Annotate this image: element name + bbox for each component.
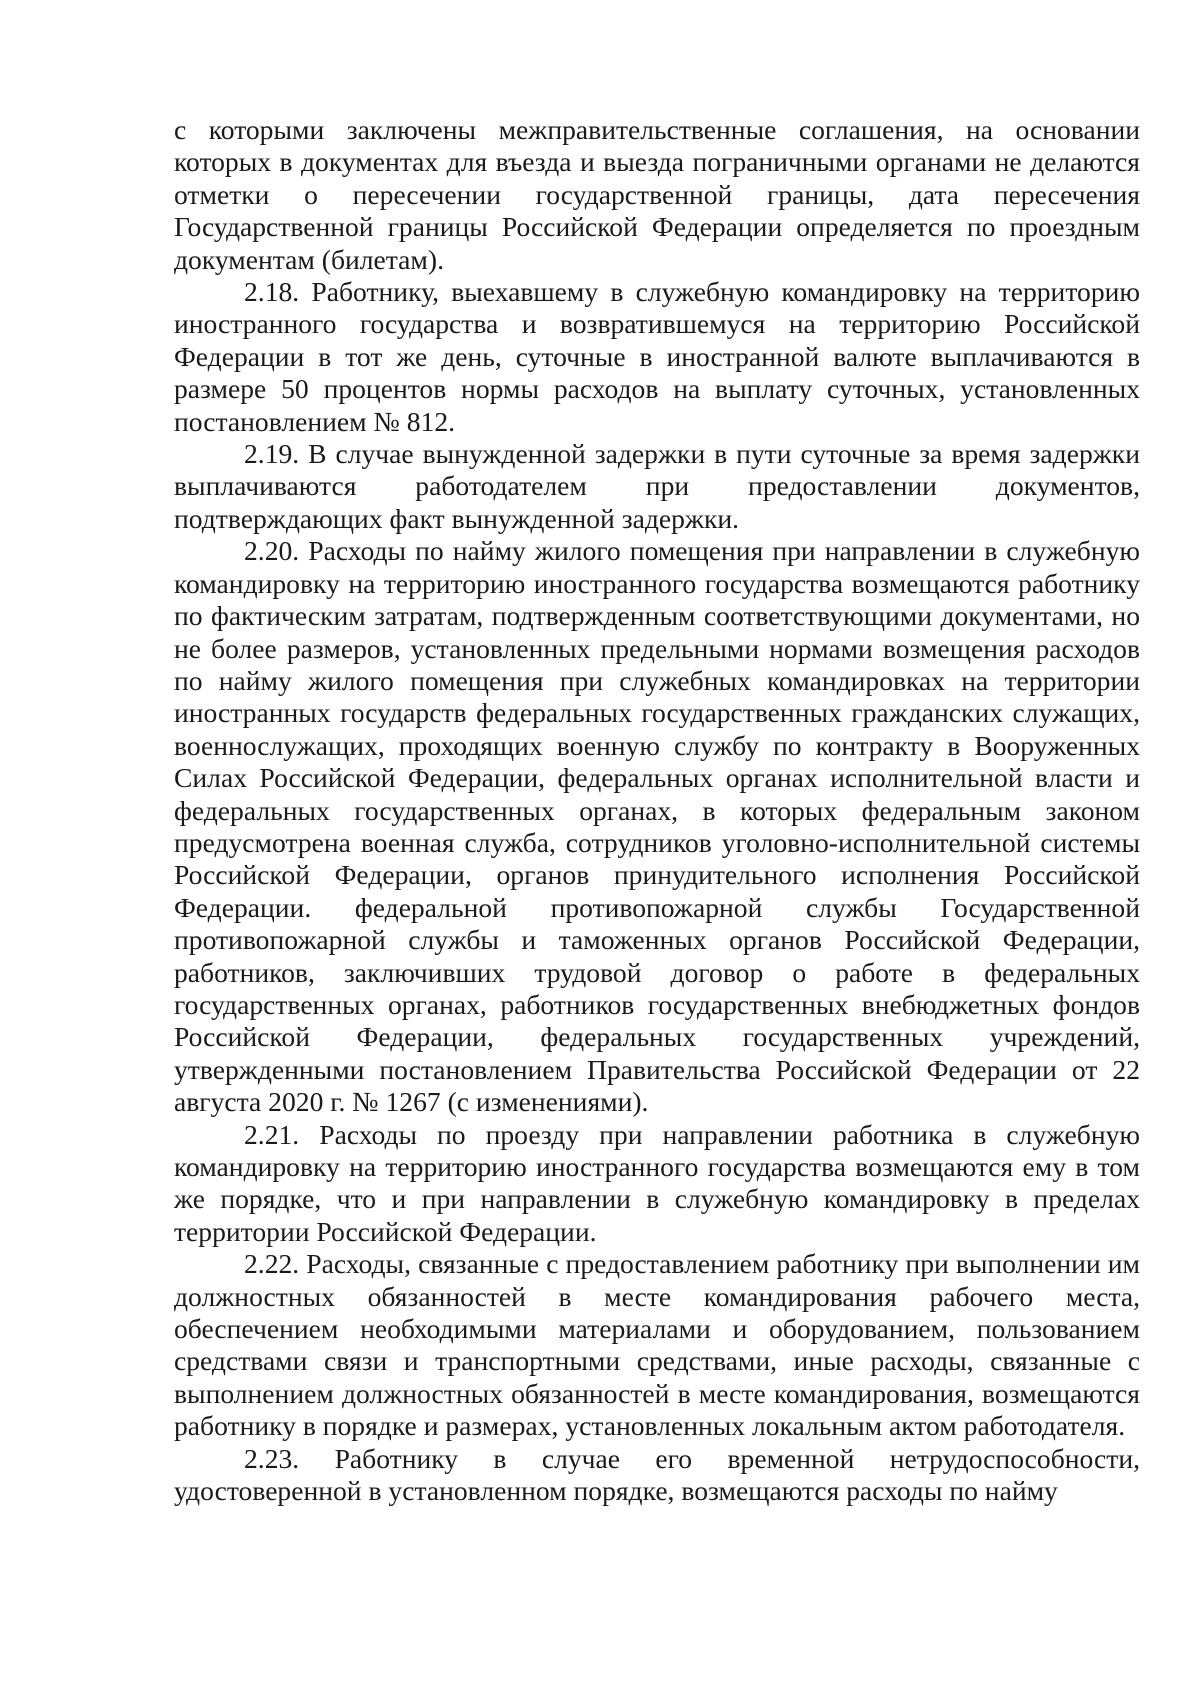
paragraph-text: В случае вынужденной задержки в пути суточные за время задержки выплачиваются работодателем при предоставлении документов, подтверждающих факт вынужденной задержки. — [174, 438, 1140, 534]
paragraph-number: 2.22. — [244, 1248, 300, 1280]
paragraph-text: Работнику в случае его временной нетрудоспособности, удостоверенной в установленном порядке, возмещаются расходы по найму — [174, 1442, 1140, 1507]
paragraph-continuation — [174, 114, 1140, 276]
paragraph-number: 2.21. — [244, 1118, 300, 1150]
paragraph-2-23 — [174, 1443, 1140, 1508]
paragraph-text: с которыми заключены межправительственные соглашения, на основании которых в документах для въезда и выезда пограничными органами не делаются отметки о пересечении государственной границы, дата пересечения Государственной границы Российской Федерации определяется по проездным документам (билетам). — [174, 114, 1140, 275]
paragraph-number: 2.18. — [244, 276, 300, 308]
paragraph-number: 2.20. — [244, 535, 300, 567]
paragraph-2-22 — [174, 1248, 1140, 1442]
paragraph-number: 2.19. — [244, 438, 300, 470]
paragraph-text: Работнику, выехавшему в служебную командировку на территорию иностранного государства и возвратившемуся на территорию Российской Федерации в тот же день, суточные в иностранной валюте выплачиваются в размере 50 процентов нормы расходов на выплату суточных, установленных постановлением № 812. — [174, 276, 1140, 437]
paragraph-2-19 — [174, 438, 1140, 535]
paragraph-2-18 — [174, 276, 1140, 438]
paragraph-2-20 — [174, 535, 1140, 1118]
paragraph-text: Расходы по найму жилого помещения при направлении в служебную командировку на территорию иностранного государства возмещаются работнику по фактическим затратам, подтвержденным соответствующими документами, но не более размеров, установленных предельными нормами возмещения расходов по найму жилого помещения при служебных командировках на территории иностранных государств федеральных государственных гражданских служащих, военнослужащих, проходящих военную службу по контракту в Вооруженных Силах Российской Федерации, федеральных органах исполнительной власти и федеральных государственных органах, в которых федеральным законом предусмотрена военная служба, сотрудников уголовно-исполнительной системы Российской Федерации, органов принудительного исполнения Российской Федерации. федеральной противопожарной службы Государственной противопожарной службы и таможенных органов Российской Федерации, работников, заключивших трудовой договор о работе в федеральных государственных органах, работников государственных внебюджетных фондов Российской Федерации, федеральных государственных учреждений, утвержденными постановлением Правительства Российской Федерации от 22 августа 2020 г. № 1267 (с изменениями). — [174, 535, 1140, 1118]
paragraph-text: Расходы по проезду при направлении работника в служебную командировку на территорию иностранного государства возмещаются ему в том же порядке, что и при направлении в служебную командировку в пределах территории Российской Федерации. — [174, 1118, 1140, 1247]
paragraph-text: Расходы, связанные с предоставлением работнику при выполнении им должностных обязанностей в месте командирования рабочего места, обеспечением необходимыми материалами и оборудованием, пользованием средствами связи и транспортными средствами, иные расходы, связанные с выполнением должностных обязанностей в месте командирования, возмещаются работнику в порядке и размерах, установленных локальным актом работодателя. — [174, 1248, 1140, 1442]
document-body — [174, 114, 1140, 1507]
paragraph-number: 2.23. — [244, 1442, 300, 1474]
paragraph-2-21 — [174, 1119, 1140, 1249]
